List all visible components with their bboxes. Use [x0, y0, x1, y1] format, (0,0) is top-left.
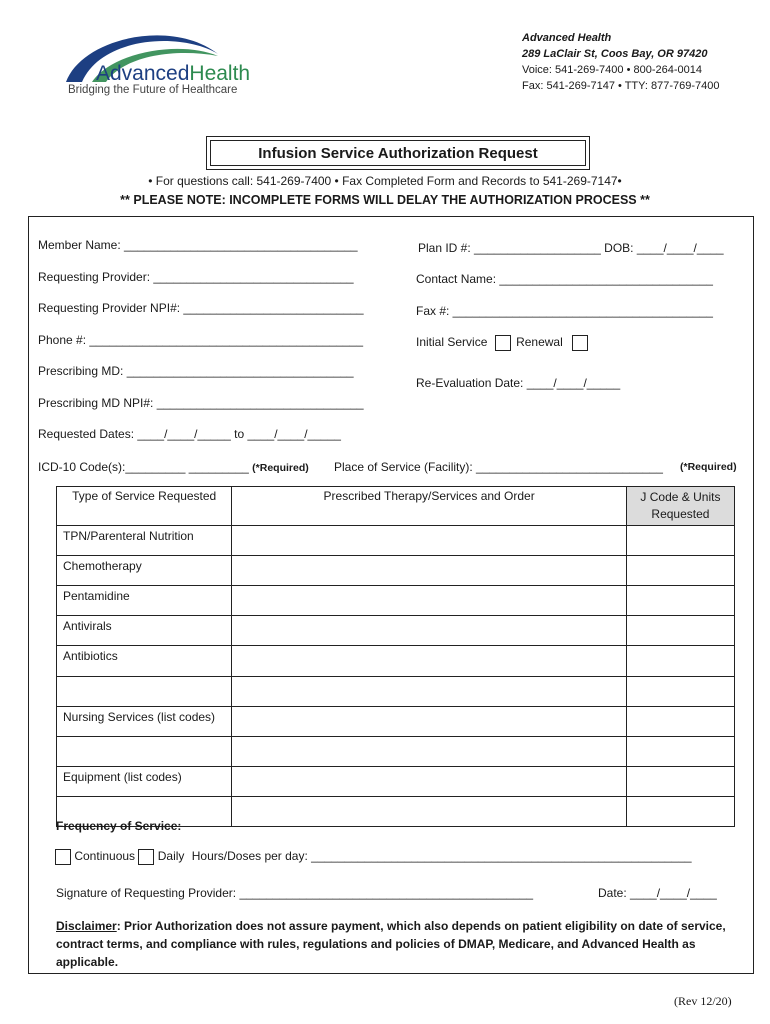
therapy-cell[interactable] — [232, 767, 626, 797]
contact-block — [522, 30, 720, 94]
page-title: Infusion Service Authorization Request — [210, 140, 586, 166]
therapy-cell[interactable] — [232, 737, 626, 767]
continuous-label: Continuous — [74, 849, 136, 864]
icd10-label: ICD-10 Code(s):_________ _________ — [38, 460, 249, 474]
jcode-cell[interactable] — [626, 616, 734, 646]
contact-name-field[interactable]: Contact Name: ________________________________ — [416, 272, 713, 286]
therapy-cell[interactable] — [232, 677, 626, 707]
renewal-label: Renewal — [516, 335, 563, 350]
jcode-cell[interactable] — [626, 526, 734, 556]
member-name-field[interactable]: Member Name: ___________________________________ — [38, 238, 358, 252]
table-row — [57, 646, 735, 677]
jcode-cell[interactable] — [626, 737, 734, 767]
table-header-row — [57, 487, 735, 526]
fax-number-field[interactable]: Fax #: _______________________________________ — [416, 304, 713, 318]
requesting-provider-field[interactable]: Requesting Provider: ______________________________ — [38, 270, 354, 284]
logo-word-advanced: Advanced — [96, 62, 190, 85]
daily-label: Daily — [157, 849, 185, 864]
jcode-cell[interactable] — [626, 586, 734, 616]
table-row — [57, 707, 735, 737]
prescribing-md-field[interactable]: Prescribing MD: __________________________________ — [38, 364, 354, 378]
jcode-cell[interactable] — [626, 677, 734, 707]
signature-date-field[interactable]: Date: ____/____/____ — [598, 886, 717, 900]
therapy-cell[interactable] — [232, 586, 626, 616]
therapy-cell[interactable] — [232, 556, 626, 586]
jcode-cell[interactable] — [626, 767, 734, 797]
advanced-health-logo — [62, 26, 277, 102]
disclaimer-label: Disclaimer — [56, 919, 117, 933]
therapy-cell[interactable] — [232, 797, 626, 827]
initial-service-checkbox[interactable] — [495, 335, 511, 351]
frequency-options — [55, 849, 692, 865]
icd10-required-note: (*Required) — [252, 462, 309, 474]
org-name: Advanced Health — [522, 32, 612, 44]
table-row — [57, 767, 735, 797]
signature-field[interactable]: Signature of Requesting Provider: ____________________________________________ — [56, 886, 534, 900]
therapy-cell[interactable] — [232, 526, 626, 556]
disclaimer — [56, 917, 736, 971]
icd10-codes-field[interactable] — [38, 460, 309, 474]
jcode-cell[interactable] — [626, 707, 734, 737]
revision-note: (Rev 12/20) — [674, 994, 732, 1008]
service-table — [56, 486, 735, 827]
table-row — [57, 616, 735, 646]
place-required-note: (*Required) — [680, 461, 737, 473]
table-row — [57, 677, 735, 707]
hours-doses-field[interactable]: Hours/Doses per day: _________________________________________________________ — [191, 849, 692, 864]
jcode-cell[interactable] — [626, 797, 734, 827]
row-label-antivirals: Antivirals — [57, 616, 232, 646]
requested-dates-field[interactable]: Requested Dates: ____/____/_____ to ____/____/_____ — [38, 427, 341, 441]
questions-line: • For questions call: 541-269-7400 • Fax Completed Form and Records to 541-269-7147• — [148, 174, 622, 188]
prescribing-md-npi-field[interactable]: Prescribing MD NPI#: _______________________________ — [38, 396, 364, 410]
row-label-chemotherapy: Chemotherapy — [57, 556, 232, 586]
daily-checkbox[interactable] — [138, 849, 154, 865]
row-label-equipment: Equipment (list codes) — [57, 767, 232, 797]
continuous-checkbox[interactable] — [55, 849, 71, 865]
phone-field[interactable]: Phone #: _________________________________________ — [38, 333, 364, 347]
table-row — [57, 737, 735, 767]
row-label-nursing: Nursing Services (list codes) — [57, 707, 232, 737]
table-row — [57, 556, 735, 586]
table-row — [57, 586, 735, 616]
logo-tagline: Bridging the Future of Healthcare — [68, 84, 238, 96]
col-jcode-units: J Code & Units Requested — [626, 487, 734, 526]
reevaluation-date-field[interactable]: Re-Evaluation Date: ____/____/_____ — [416, 376, 621, 390]
title-box — [206, 136, 590, 170]
row-label-tpn: TPN/Parenteral Nutrition — [57, 526, 232, 556]
org-address: 289 LaClair St, Coos Bay, OR 97420 — [522, 48, 708, 60]
table-row — [57, 526, 735, 556]
service-type-group — [416, 335, 588, 351]
therapy-cell[interactable] — [232, 646, 626, 677]
frequency-label: Frequency of Service: — [56, 819, 182, 833]
disclaimer-text: : Prior Authorization does not assure payment, which also depends on patient eligibility on date of service, contract terms, and compliance with rules, regulations and policies of DMAP, Medicare, and Advanced Health as applicable. — [56, 919, 726, 969]
col-type-of-service: Type of Service Requested — [57, 487, 232, 526]
provider-npi-field[interactable]: Requesting Provider NPI#: ___________________________ — [38, 301, 364, 315]
plan-id-dob-field[interactable]: Plan ID #: ___________________ DOB: ____/____/____ — [418, 241, 724, 255]
place-of-service-field[interactable]: Place of Service (Facility): ____________________________ — [334, 460, 663, 474]
fax-line: Fax: 541-269-7147 • TTY: 877-769-7400 — [522, 80, 720, 92]
voice-line: Voice: 541-269-7400 • 800-264-0014 — [522, 64, 702, 76]
row-label-pentamidine: Pentamidine — [57, 586, 232, 616]
initial-service-label: Initial Service — [416, 335, 488, 350]
logo-word-health: Health — [189, 62, 251, 85]
therapy-cell[interactable] — [232, 707, 626, 737]
logo-wordmark — [96, 62, 250, 86]
renewal-checkbox[interactable] — [572, 335, 588, 351]
row-label-blank — [57, 677, 232, 707]
incomplete-forms-note: ** PLEASE NOTE: INCOMPLETE FORMS WILL DELAY THE AUTHORIZATION PROCESS ** — [120, 193, 650, 207]
jcode-cell[interactable] — [626, 556, 734, 586]
row-label-blank — [57, 737, 232, 767]
jcode-cell[interactable] — [626, 646, 734, 677]
therapy-cell[interactable] — [232, 616, 626, 646]
row-label-antibiotics: Antibiotics — [57, 646, 232, 677]
col-prescribed-therapy: Prescribed Therapy/Services and Order — [232, 487, 626, 526]
